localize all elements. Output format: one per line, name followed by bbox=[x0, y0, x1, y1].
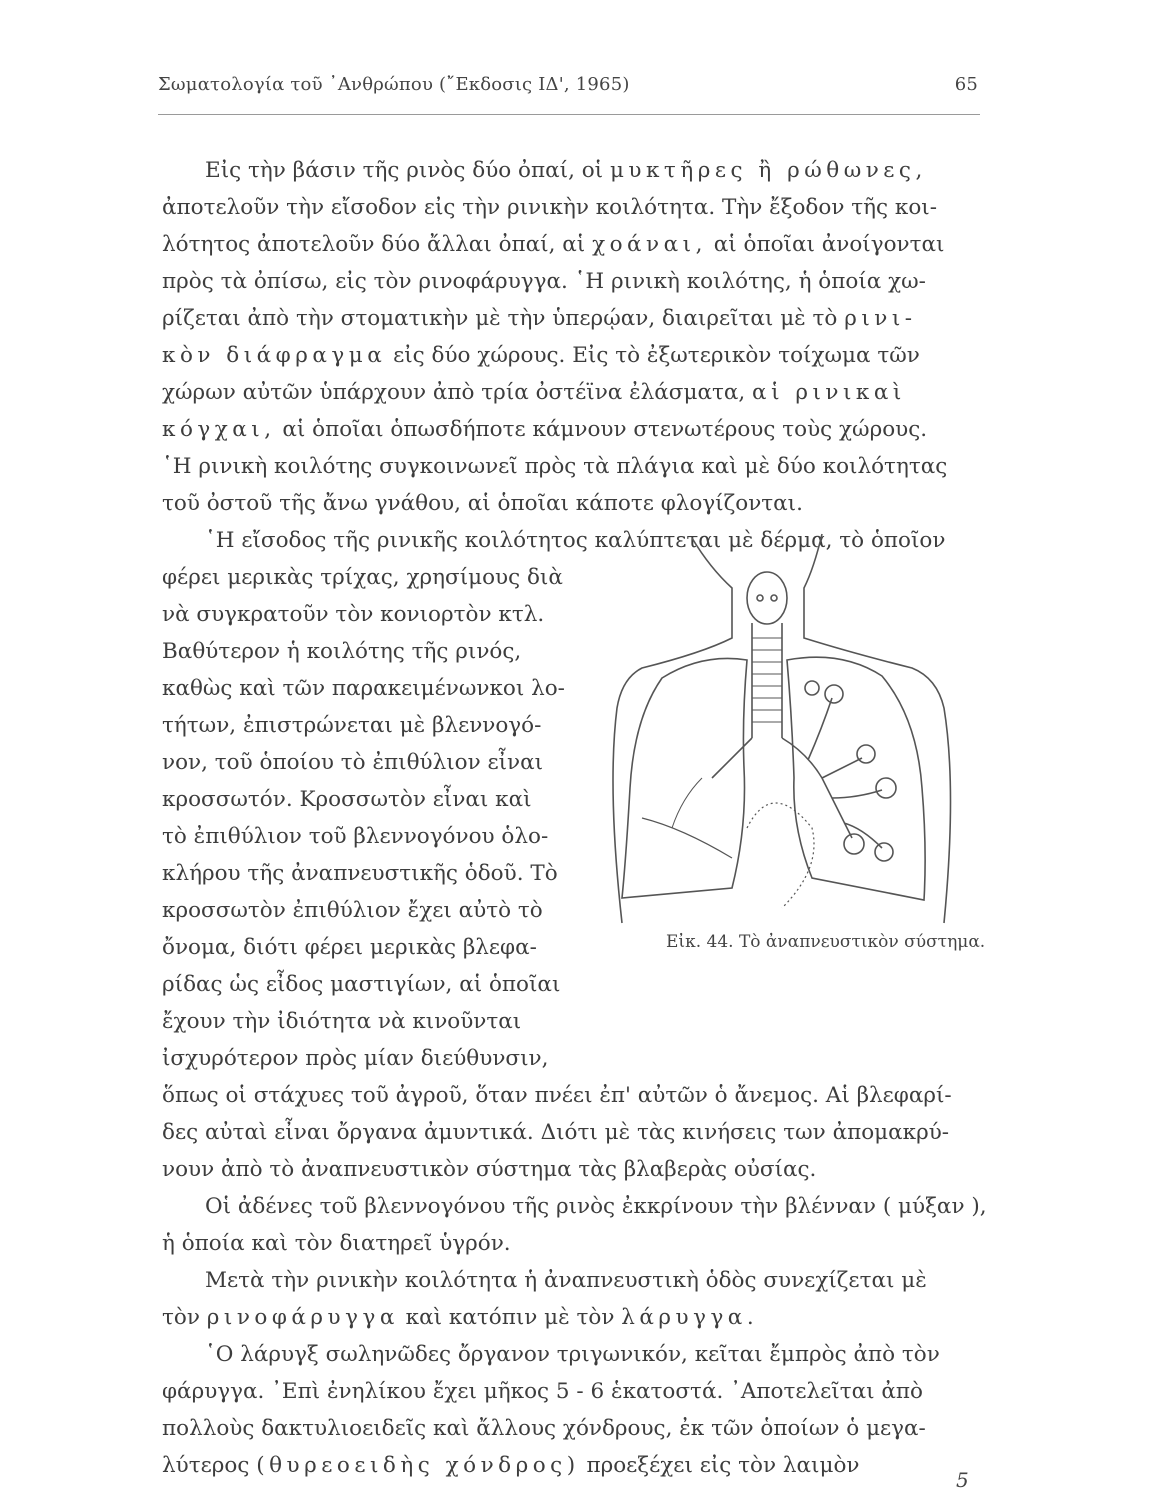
text-line: φέρει μερικὰς τρίχας, χρησίμους διὰ bbox=[162, 565, 563, 590]
larynx bbox=[747, 572, 787, 624]
text-line: Μετὰ τὴν ρινικὴν κοιλότητα ἡ ἀναπνευστικὴ ὁδὸς συνεχίζεται μὲ bbox=[205, 1268, 927, 1293]
header-rule bbox=[158, 114, 980, 115]
text-line: Βαθύτερον ἡ κοιλότης τῆς ρινός, bbox=[162, 639, 522, 664]
text-line: ἀποτελοῦν τὴν εἴσοδον εἰς τὴν ρινικὴν κοιλότητα. Τὴν ἔξοδον τῆς κοι- bbox=[162, 195, 937, 220]
text-line: νὰ συγκρατοῦν τὸν κονιορτὸν κτλ. bbox=[162, 602, 545, 627]
text-line: τήτων, ἐπιστρώνεται μὲ βλεννογό- bbox=[162, 713, 542, 738]
text-line: νουν ἀπὸ τὸ ἀναπνευστικὸν σύστημα τὰς βλαβερὰς οὐσίας. bbox=[162, 1157, 817, 1182]
text-line: κλήρου τῆς ἀναπνευστικῆς ὁδοῦ. Τὸ bbox=[162, 861, 558, 886]
text-line: ὄνομα, διότι φέρει μερικὰς βλεφα- bbox=[162, 935, 537, 960]
text-line: ἰσχυρότερον πρὸς μίαν διεύθυνσιν, bbox=[162, 1046, 549, 1071]
body-outline bbox=[613, 538, 732, 923]
text-line: νον, τοῦ ὁποίου τὸ ἐπιθύλιον εἶναι bbox=[162, 750, 544, 775]
signature-mark: 5 bbox=[956, 1468, 969, 1492]
text-line: κόγχαι, αἱ ὁποῖαι ὁπωσδήποτε κάμνουν στενωτέρους τοὺς χώρους. bbox=[162, 417, 928, 442]
text-line: πολλοὺς δακτυλιοειδεῖς καὶ ἄλλους χόνδρους, ἐκ τῶν ὁποίων ὁ μεγα- bbox=[162, 1416, 926, 1441]
trachea bbox=[752, 623, 782, 738]
text-line: λύτερος (θυρεοειδὴς χόνδρος) προεξέχει εἰς τὸν λαιμὸν bbox=[162, 1453, 860, 1478]
running-head-title: Σωματολογία τοῦ ᾿Ανθρώπου (῎Εκδοσις ΙΔ', 1965) bbox=[158, 74, 630, 95]
text-line: ῾Η εἴσοδος τῆς ρινικῆς κοιλότητος καλύπτεται μὲ δέρμα, τὸ ὁποῖον bbox=[205, 528, 946, 553]
text-line: ἡ ὁποία καὶ τὸν διατηρεῖ ὑγρόν. bbox=[162, 1231, 511, 1256]
text-line: ῾Ο λάρυγξ σωληνῶδες ὄργανον τριγωνικόν, κεῖται ἔμπρὸς ἀπὸ τὸν bbox=[205, 1342, 940, 1367]
text-line: Οἱ ἀδένες τοῦ βλεννογόνου τῆς ρινὸς ἐκκρίνουν τὴν βλένναν ( μύξαν ), bbox=[205, 1194, 987, 1219]
running-head bbox=[158, 74, 978, 104]
text-line: ῾Η ρινικὴ κοιλότης συγκοινωνεῖ πρὸς τὰ πλάγια καὶ μὲ δύο κοιλότητας bbox=[162, 454, 948, 479]
text-line: τοῦ ὀστοῦ τῆς ἄνω γνάθου, αἱ ὁποῖαι κάποτε φλογίζονται. bbox=[162, 491, 803, 516]
text-line: λότητος ἀποτελοῦν δύο ἄλλαι ὀπαί, αἱ χοάναι, αἱ ὁποῖαι ἀνοίγονται bbox=[162, 232, 945, 257]
text-line: κὸν διάφραγμα εἰς δύο χώρους. Εἰς τὸ ἐξωτερικὸν τοίχωμα τῶν bbox=[162, 343, 920, 368]
text-line: φάρυγγα. ᾿Επὶ ἐνηλίκου ἔχει μῆκος 5 - 6 ἑκατοστά. ᾿Αποτελεῖται ἀπὸ bbox=[162, 1379, 923, 1404]
text-line: κροσσωτόν. Κροσσωτὸν εἶναι καὶ bbox=[162, 787, 532, 812]
text-line: Εἰς τὴν βάσιν τῆς ρινὸς δύο ὀπαί, οἱ μυκτῆρες ἢ ρώθωνες, bbox=[205, 158, 927, 183]
text-line: πρὸς τὰ ὀπίσω, εἰς τὸν ρινοφάρυγγα. ῾Η ρινικὴ κοιλότης, ἡ ὁποία χω- bbox=[162, 269, 926, 294]
figure-caption: Εἰκ. 44. Τὸ ἀναπνευστικὸν σύστημα. bbox=[666, 932, 986, 952]
text-line: ἔχουν τὴν ἰδιότητα νὰ κινοῦνται bbox=[162, 1009, 522, 1034]
text-line: ὅπως οἱ στάχυες τοῦ ἀγροῦ, ὅταν πνέει ἐπ' αὐτῶν ὁ ἄνεμος. Αἱ βλεφαρί- bbox=[162, 1083, 952, 1108]
text-line: ρίζεται ἀπὸ τὴν στοματικὴν μὲ τὴν ὑπερῴαν, διαιρεῖται μὲ τὸ ρινι- bbox=[162, 306, 917, 331]
left-lung bbox=[622, 658, 747, 898]
text-line: ρίδας ὡς εἶδος μαστιγίων, αἱ ὁποῖαι bbox=[162, 972, 561, 997]
text-line: κροσσωτὸν ἐπιθύλιον ἔχει αὐτὸ τὸ bbox=[162, 898, 543, 923]
text-line: δες αὐταὶ εἶναι ὄργανα ἀμυντικά. Διότι μὲ τὰς κινήσεις των ἀπομακρύ- bbox=[162, 1120, 950, 1145]
respiratory-system-figure bbox=[582, 528, 988, 924]
page-number: 65 bbox=[954, 74, 978, 95]
text-line: καθὼς καὶ τῶν παρακειμένωνκοι λο- bbox=[162, 676, 565, 701]
text-line: χώρων αὐτῶν ὑπάρχουν ἀπὸ τρία ὀστέϊνα ἐλάσματα, αἱ ρινικαὶ bbox=[162, 380, 906, 405]
text-line: τὸν ρινοφάρυγγα καὶ κατόπιν μὲ τὸν λάρυγγα. bbox=[162, 1305, 759, 1330]
body-outline-right bbox=[804, 534, 951, 923]
text-line: τὸ ἐπιθύλιον τοῦ βλεννογόνου ὁλο- bbox=[162, 824, 549, 849]
